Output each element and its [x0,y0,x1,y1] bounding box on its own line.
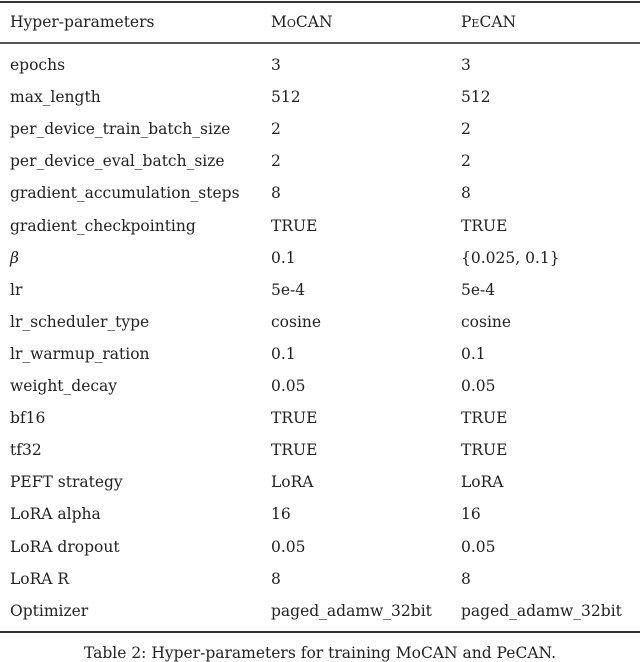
pecan-value: LoRA [461,473,504,492]
pecan-value: TRUE [461,409,508,428]
param-name: Optimizer [10,601,89,620]
table-row [0,402,640,434]
pecan-value: 16 [461,505,481,524]
mocan-value: paged_adamw_32bit [271,601,432,620]
mid-rule [0,42,640,44]
param-name: gradient_accumulation_steps [10,184,240,203]
pecan-value: 0.05 [461,537,496,556]
header-mocan: MoCAN [271,13,333,31]
param-name: bf16 [10,409,46,428]
pecan-value: 0.1 [461,344,486,363]
mocan-value: 2 [271,152,281,171]
mocan-value: 8 [271,569,281,588]
param-name: β [10,248,19,267]
table-row [0,595,640,627]
pecan-value: 2 [461,152,471,171]
param-name: per_device_train_batch_size [10,120,231,139]
pecan-value: 5e-4 [461,280,496,299]
param-name: weight_decay [10,377,118,395]
table-row [0,434,640,466]
mocan-value: TRUE [271,441,318,460]
param-name: LoRA dropout [10,537,120,556]
param-name: epochs [10,56,66,74]
pecan-value: cosine [461,312,512,331]
param-name: max_length [10,88,101,107]
table-row [0,274,640,306]
table-row [0,81,640,113]
table-row [0,145,640,177]
table-row [0,210,640,242]
pecan-value: 8 [461,184,471,203]
pecan-value: 2 [461,120,471,139]
table-row [0,531,640,563]
mocan-value: 0.05 [271,377,306,395]
mocan-value: 3 [271,56,281,74]
pecan-value: 3 [461,56,471,74]
mocan-value: TRUE [271,409,318,428]
bottom-rule [0,631,640,633]
table-row [0,113,640,145]
table-row [0,466,640,498]
pecan-value: 512 [461,88,491,107]
mocan-value: 8 [271,184,281,203]
pecan-value: TRUE [461,216,508,235]
pecan-value: TRUE [461,441,508,460]
table-row [0,370,640,402]
mocan-value: 0.05 [271,537,306,556]
table-row [0,338,640,370]
mocan-value: 16 [271,505,291,524]
mocan-value: 512 [271,88,301,107]
header-pecan: PeCAN [461,13,517,31]
table-row [0,306,640,338]
table-header [0,6,640,38]
pecan-value: paged_adamw_32bit [461,601,622,620]
mocan-value: 0.1 [271,344,296,363]
mocan-value: 2 [271,120,281,139]
table-row [0,49,640,81]
pecan-value: 8 [461,569,471,588]
pecan-value: 0.05 [461,377,496,395]
mocan-value: 5e-4 [271,280,306,299]
param-name: PEFT strategy [10,473,123,492]
mocan-value: LoRA [271,473,314,492]
param-name: per_device_eval_batch_size [10,152,225,171]
table-row [0,242,640,274]
mocan-value: TRUE [271,216,318,235]
table-caption: Table 2: Hyper-parameters for training MoCAN and PeCAN. [83,644,557,662]
mocan-value: cosine [271,312,322,331]
param-name: lr [10,280,23,299]
top-rule [0,1,640,3]
pecan-value: {0.025, 0.1} [461,248,560,267]
param-name: lr_warmup_ration [10,344,150,363]
table-row [0,177,640,209]
param-name: tf32 [10,441,42,460]
param-name: LoRA alpha [10,505,101,524]
table-row [0,498,640,530]
param-name: gradient_checkpointing [10,216,196,235]
param-name: lr_scheduler_type [10,312,150,331]
table-row [0,563,640,595]
mocan-value: 0.1 [271,248,296,267]
param-name: LoRA R [10,569,70,588]
header-hyperparameters: Hyper-parameters [10,13,155,31]
